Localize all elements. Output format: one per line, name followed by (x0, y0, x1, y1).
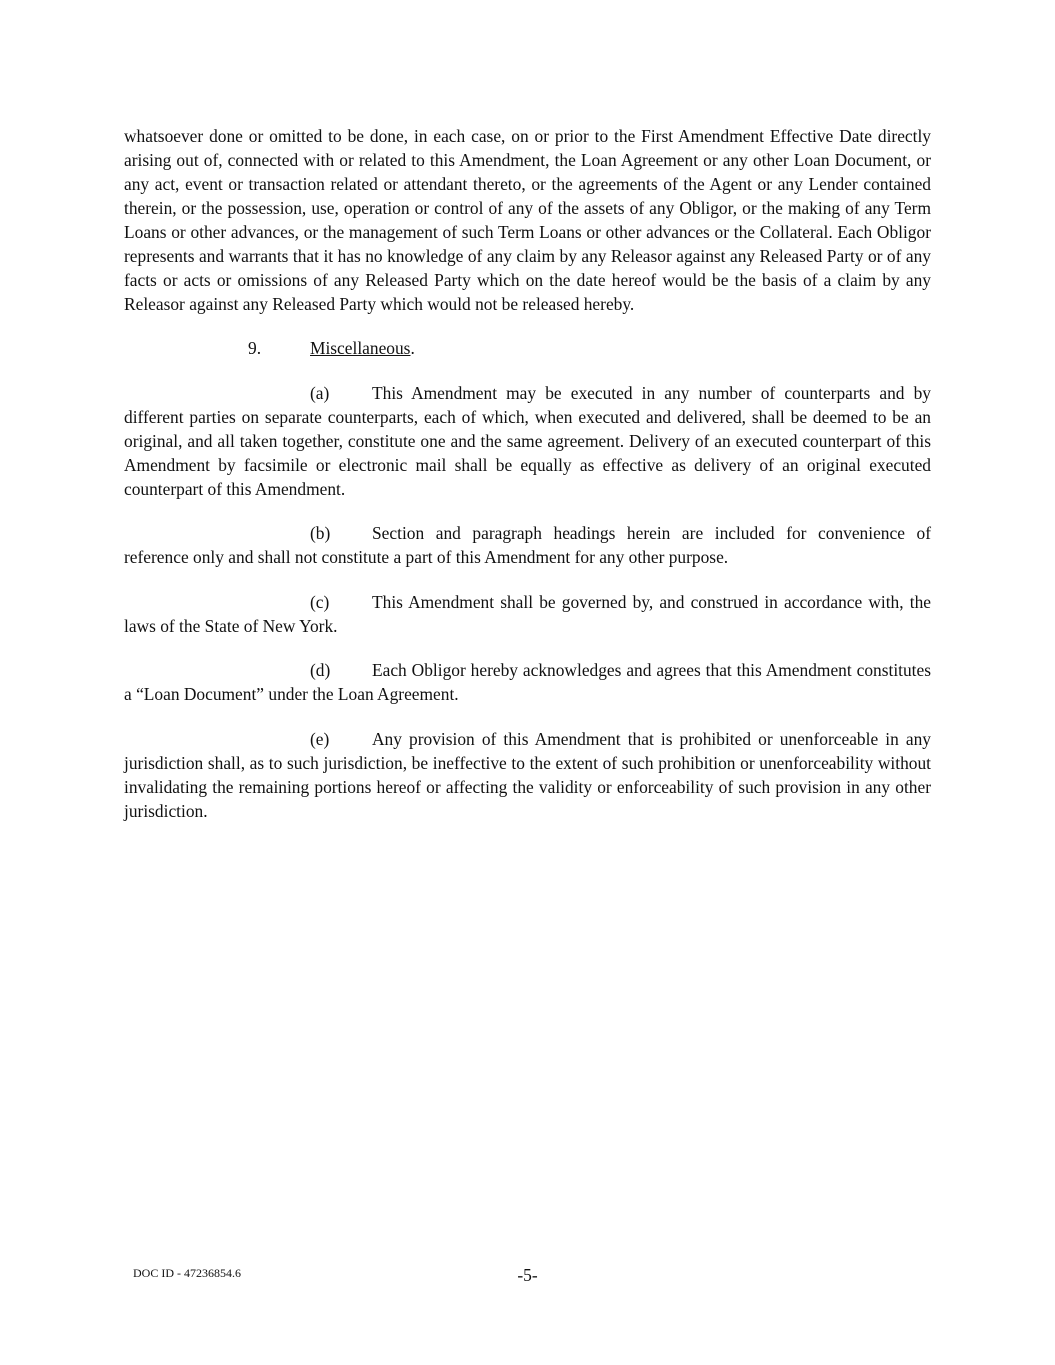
clause-e (124, 727, 931, 823)
clause-text: Any provision of this Amendment that is prohibited or unenforceable in any jurisdiction shall, as to such jurisdiction, be ineffective to the extent of such prohibition or unenforceability without invalidating the remaining portions hereof or affecting the validity or enforceability of such provision in any other jurisdiction. (124, 729, 931, 821)
clause-d (124, 658, 931, 706)
clause-text: Section and paragraph headings herein are included for convenience of reference only and shall not constitute a part of this Amendment for any other purpose. (124, 523, 931, 567)
clause-c (124, 590, 931, 638)
clause-a (124, 381, 931, 501)
section-number: 9. (248, 338, 262, 358)
clause-label: (e) (310, 729, 330, 749)
clause-text: Each Obligor hereby acknowledges and agrees that this Amendment constitutes a “Loan Document” under the Loan Agreement. (124, 660, 931, 704)
section-title-suffix: . (410, 338, 415, 358)
clause-label: (c) (310, 592, 330, 612)
footer-page-number: -5- (517, 1265, 538, 1285)
footer-doc-id: DOC ID - 47236854.6 (133, 1266, 241, 1280)
clause-text: This Amendment shall be governed by, and construed in accordance with, the laws of the State of New York. (124, 592, 931, 636)
intro-paragraph: whatsoever done or omitted to be done, in each case, on or prior to the First Amendment Effective Date directly arising out of, connected with or related to this Amendment, the Loan Agreement or any other Loan Document, or any act, event or transaction related or attendant thereto, or the agreements of the Agent or any Lender contained therein, or the possession, use, operation or control of any of the assets of any Obligor, or the making of any Term Loans or other advances, or the management of such Term Loans or other advances or the Collateral. Each Obligor represents and warrants that it has no knowledge of any claim by any Releasor against any Released Party or of any facts or acts or omissions of any Released Party which on the date hereof would be the basis of a claim by any Releasor against any Released Party which would not be released hereby. (124, 126, 931, 314)
clause-text: This Amendment may be executed in any number of counterparts and by different parties on separate counterparts, each of which, when executed and delivered, shall be deemed to be an original, and all taken together, constitute one and the same agreement. Delivery of an executed counterpart of this Amendment by facsimile or electronic mail shall be equally as effective as delivery of an original executed counterpart of this Amendment. (124, 383, 931, 499)
clause-label: (a) (310, 383, 330, 403)
clause-label: (b) (310, 523, 331, 543)
section-title: Miscellaneous (310, 338, 411, 358)
clause-label: (d) (310, 660, 331, 680)
clause-b (124, 521, 931, 569)
section-heading (248, 336, 415, 360)
